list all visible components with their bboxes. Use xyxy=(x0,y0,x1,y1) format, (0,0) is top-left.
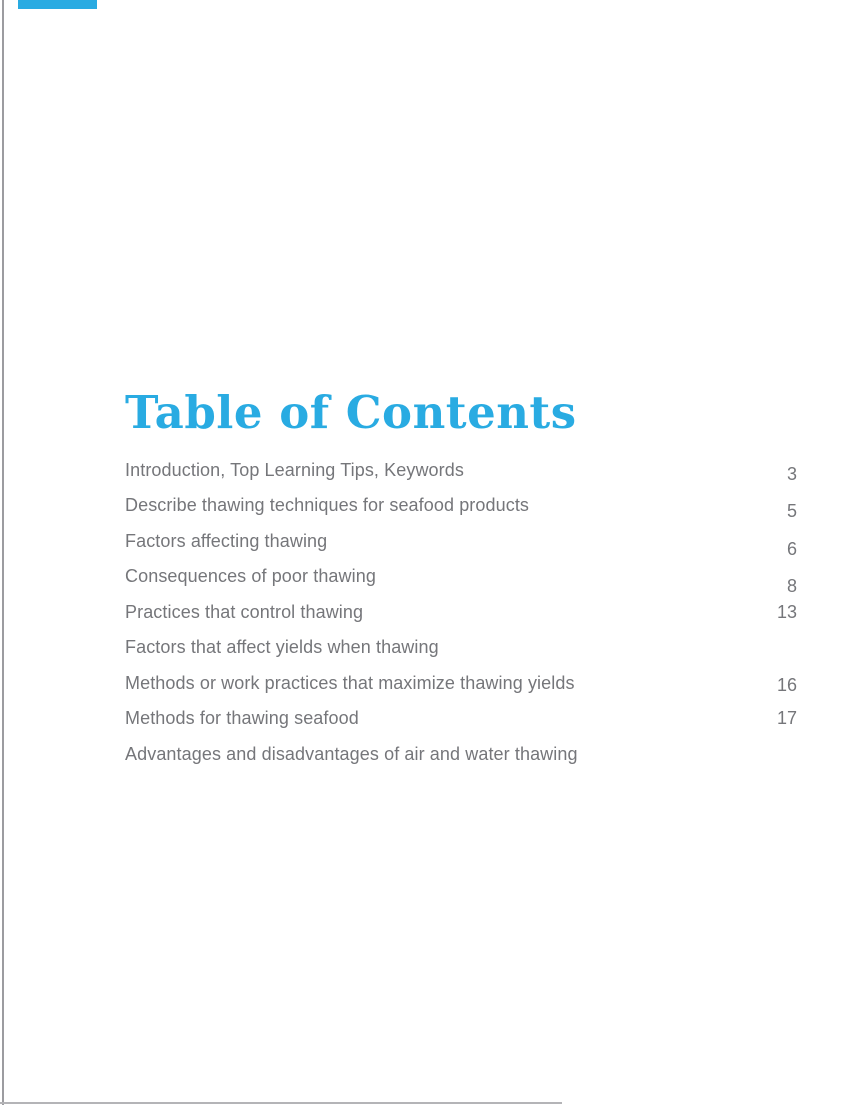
toc-entry-label: Advantages and disadvantages of air and water thawing xyxy=(125,743,578,764)
toc-entry-page-number: 5 xyxy=(786,501,797,521)
toc-entry-label: Consequences of poor thawing xyxy=(125,566,376,586)
toc-entry-label: Factors affecting thawing xyxy=(125,530,328,551)
page-title: Table of Contents xyxy=(125,386,577,439)
toc-entry xyxy=(125,637,797,673)
toc-entry xyxy=(125,708,797,744)
toc-entry-page-number: 13 xyxy=(776,601,797,622)
toc-entry-label: Practices that control thawing xyxy=(125,601,364,622)
toc-content xyxy=(125,388,797,779)
toc-entry-page-number: 3 xyxy=(786,463,797,484)
toc-entry xyxy=(125,495,797,531)
toc-entry xyxy=(125,460,797,496)
toc-entry-page-number: 6 xyxy=(786,538,797,559)
toc-entry-label: Methods or work practices that maximize thawing yields xyxy=(125,672,575,693)
toc-entry-page-number: 8 xyxy=(786,576,797,596)
toc-entry-label: Introduction, Top Learning Tips, Keywords xyxy=(125,459,464,480)
toc-entry-page-number: 16 xyxy=(776,674,797,695)
toc-entry xyxy=(125,602,797,638)
page-left-edge-line xyxy=(2,0,4,1105)
toc-entry xyxy=(125,566,797,602)
toc-entry xyxy=(125,744,797,780)
toc-entry-label: Describe thawing techniques for seafood products xyxy=(125,495,530,515)
page-bottom-edge-line xyxy=(0,1102,562,1104)
toc-entry xyxy=(125,673,797,709)
toc-entry-label: Methods for thawing seafood xyxy=(125,708,359,728)
toc-entry-label: Factors that affect yields when thawing xyxy=(125,637,439,657)
toc-list xyxy=(125,460,797,780)
top-accent-bar xyxy=(18,0,97,9)
toc-entry xyxy=(125,531,797,567)
toc-entry-page-number: 17 xyxy=(776,708,797,728)
